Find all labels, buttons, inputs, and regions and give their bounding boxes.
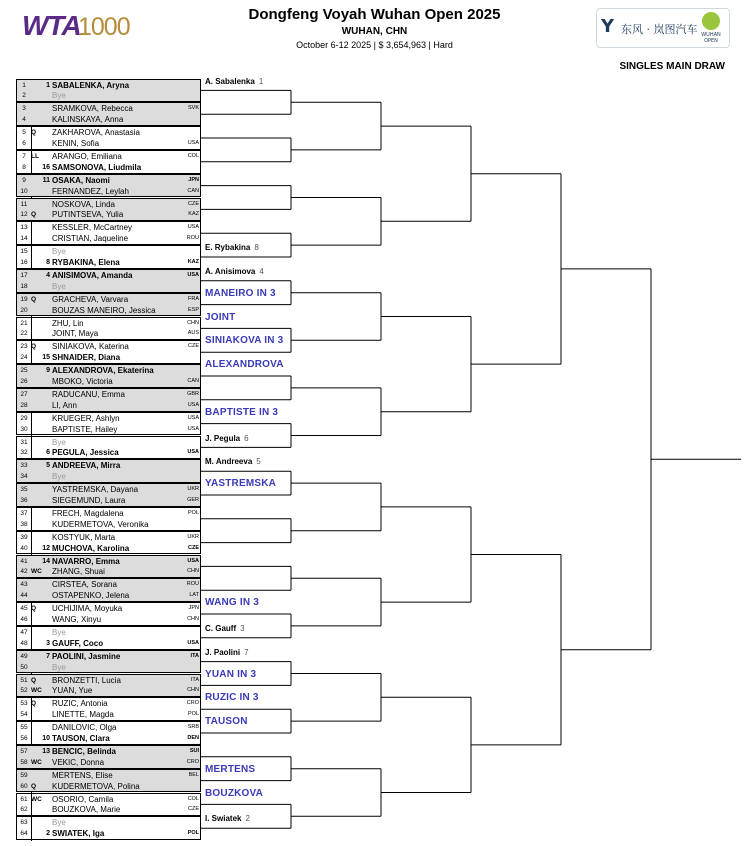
player-name: BENCIC, Belinda: [52, 746, 117, 756]
second-round-seed: 6: [244, 433, 249, 443]
player-name: Bye: [52, 662, 66, 672]
draw-number: 60: [20, 782, 28, 790]
draw-number: 43: [20, 581, 28, 589]
draw-number: 6: [22, 140, 26, 147]
entry-status: Q: [31, 295, 37, 303]
player-name: NAVARRO, Emma: [52, 556, 120, 566]
country-code: CAN: [187, 378, 199, 384]
country-code: CHN: [187, 687, 199, 694]
country-code: USA: [187, 639, 199, 646]
draw-number: 18: [20, 282, 28, 290]
country-code: ESP: [187, 306, 199, 313]
player-name: SRAMKOVA, Rebecca: [52, 104, 133, 114]
draw-number: 55: [20, 724, 28, 732]
draw-number: 9: [22, 176, 26, 184]
entry-status: Q: [31, 676, 37, 684]
player-name: LI, Ann: [52, 400, 77, 410]
player-name: KALINSKAYA, Anna: [52, 115, 124, 125]
sponsor-mark-icon: Y: [601, 16, 615, 37]
player-name: Bye: [52, 472, 66, 482]
second-round-name: BOUZKOVA: [205, 787, 264, 799]
player-name: CIRSTEA, Sorana: [52, 580, 117, 590]
draw-number: 51: [20, 676, 28, 684]
country-code: USA: [187, 425, 199, 432]
draw-number: 12: [20, 211, 28, 219]
player-name: RYBAKINA, Elena: [52, 258, 120, 267]
draw-number: 22: [20, 330, 28, 338]
second-round-seed: 7: [244, 647, 249, 657]
country-code: FRA: [188, 295, 199, 302]
second-round-name: C. Gauff: [205, 623, 237, 633]
country-code: COL: [187, 152, 199, 159]
draw-number: 64: [20, 830, 28, 838]
player-name: SABALENKA, Aryna: [52, 80, 130, 90]
country-code: USA: [187, 271, 199, 278]
player-name: Bye: [52, 627, 66, 637]
country-code: USA: [187, 140, 199, 146]
entry-status: Q: [31, 129, 37, 137]
country-code: SRB: [187, 724, 199, 731]
draw-number: 56: [20, 735, 28, 742]
country-code: USA: [187, 557, 199, 564]
country-code: USA: [187, 449, 199, 456]
second-round-name: M. Andreeva: [205, 457, 253, 467]
wta-logo-level: 1000: [78, 13, 130, 41]
second-round-name: YASTREMSKA: [205, 478, 277, 490]
entry-status: Q: [31, 605, 37, 613]
seed-number: 10: [42, 735, 50, 742]
second-round-name: A. Anisimova: [205, 266, 256, 276]
draw-number: 40: [20, 544, 28, 552]
wta-logo-text: WTA: [22, 10, 81, 41]
country-code: CZE: [188, 806, 199, 813]
player-name: KESSLER, McCartney: [52, 223, 133, 233]
draw-number: 54: [20, 711, 28, 719]
player-name: PEGULA, Jessica: [52, 448, 119, 458]
draw-number: 30: [20, 425, 28, 433]
draw-number: 1: [22, 81, 26, 89]
draw-number: 58: [20, 758, 28, 766]
player-name: JOINT, Maya: [52, 329, 99, 339]
player-name: PAOLINI, Jasmine: [52, 651, 121, 661]
second-round-name: J. Paolini: [205, 647, 241, 657]
draw-number: 53: [20, 700, 28, 708]
player-name: BRONZETTI, Lucia: [52, 675, 121, 685]
player-name: ZHU, Lin: [52, 318, 84, 328]
country-code: USA: [187, 414, 199, 421]
sponsor-subtitle: WUHAN OPEN: [701, 32, 721, 44]
second-round-name: YUAN IN 3: [205, 668, 257, 680]
second-round-name: RUZIC IN 3: [205, 692, 259, 704]
seed-number: 11: [42, 176, 50, 184]
country-code: AUS: [187, 330, 199, 337]
player-name: YASTREMSKA, Dayana: [52, 485, 139, 495]
draw-number: 24: [20, 354, 28, 362]
draw-number: 38: [20, 520, 28, 528]
seed-number: 7: [46, 652, 50, 660]
country-code: ITA: [190, 652, 199, 659]
country-code: GER: [187, 497, 199, 503]
sponsor-name: 东风 · 岚图汽车: [621, 23, 698, 36]
player-name: SHNAIDER, Diana: [52, 353, 121, 363]
draw-number: 33: [20, 462, 28, 470]
draw-number: 14: [20, 235, 28, 243]
player-name: ANISIMOVA, Amanda: [52, 270, 133, 280]
draw-number: 10: [20, 187, 28, 195]
draw-number: 42: [20, 568, 28, 576]
draw-number: 36: [20, 497, 28, 504]
player-name: FRECH, Magdalena: [52, 508, 124, 518]
player-name: ANDREEVA, Mirra: [52, 461, 121, 471]
player-name: GAUFF, Coco: [52, 638, 104, 648]
player-name: NOSKOVA, Linda: [52, 199, 115, 209]
seed-number: 16: [42, 163, 50, 171]
player-name: ZAKHAROVA, Anastasia: [52, 128, 140, 138]
player-name: WANG, Xinyu: [52, 615, 102, 624]
second-round-seed: 5: [256, 457, 261, 467]
entry-status: Q: [31, 700, 37, 708]
country-code: SVK: [187, 105, 199, 112]
player-name: KRUEGER, Ashlyn: [52, 413, 120, 423]
draw-number: 20: [20, 306, 28, 314]
player-name: PUTINTSEVA, Yulia: [52, 210, 124, 220]
draw-number: 52: [20, 687, 28, 695]
player-name: ARANGO, Emiliana: [52, 151, 122, 161]
second-round-seed: 4: [259, 266, 264, 276]
player-name: SINIAKOVA, Katerina: [52, 342, 129, 352]
seed-number: 5: [46, 462, 50, 470]
draw-number: 5: [22, 129, 26, 137]
second-round-name: A. Sabalenka: [205, 76, 255, 86]
draw-number: 15: [20, 248, 28, 256]
player-name: FERNANDEZ, Leylah: [52, 186, 129, 196]
player-name: SIEGEMUND, Laura: [52, 496, 126, 505]
draw-number: 57: [20, 747, 28, 755]
entry-status: Q: [31, 782, 37, 790]
player-name: KUDERMETOVA, Veronika: [52, 519, 149, 529]
second-round-name: I. Swiatek: [205, 814, 242, 824]
tournament-info: October 6-12 2025 | $ 3,654,963 | Hard: [296, 40, 453, 50]
second-round-name: MANEIRO IN 3: [205, 287, 276, 299]
draw-number: 4: [22, 116, 26, 124]
player-name: YUAN, Yue: [52, 686, 93, 696]
entry-status: WC: [31, 687, 42, 695]
player-name: MUCHOVA, Karolina: [52, 543, 130, 553]
country-code: ROU: [186, 235, 199, 242]
country-code: SUI: [189, 747, 199, 754]
seed-number: 8: [46, 259, 50, 266]
country-code: UKR: [187, 533, 199, 540]
draw-number: 26: [20, 378, 28, 385]
player-name: TAUSON, Clara: [52, 734, 110, 743]
player-name: DANILOVIC, Olga: [52, 723, 117, 733]
draw-number: 46: [20, 616, 28, 623]
country-code: CZE: [188, 544, 199, 551]
draw-number: 61: [20, 795, 28, 803]
country-code: KAZ: [187, 259, 199, 265]
second-round-seed: 1: [258, 76, 264, 86]
draw-number: 35: [20, 486, 28, 494]
player-name: KENIN, Sofia: [52, 139, 100, 148]
seed-number: 6: [46, 449, 50, 457]
draw-number: 50: [20, 663, 28, 671]
country-code: CHN: [187, 616, 199, 622]
draw-number: 21: [20, 319, 28, 327]
country-code: USA: [187, 224, 199, 231]
country-code: CZE: [188, 200, 199, 207]
seed-number: 14: [42, 557, 50, 565]
tournament-location: WUHAN, CHN: [341, 26, 408, 37]
player-name: BAPTISTE, Hailey: [52, 424, 118, 434]
draw-number: 28: [20, 401, 28, 409]
player-name: MBOKO, Victoria: [52, 377, 113, 386]
seed-number: 12: [42, 544, 50, 552]
tournament-title: Dongfeng Voyah Wuhan Open 2025: [248, 6, 501, 23]
country-code: ITA: [190, 676, 199, 683]
second-round-name: E. Rybakina: [205, 243, 251, 253]
draw-number: 13: [20, 224, 28, 232]
player-name: ZHANG, Shuai: [52, 567, 105, 577]
draw-number: 7: [22, 152, 26, 160]
second-round-seed: 3: [240, 623, 245, 633]
country-code: COL: [187, 795, 199, 802]
country-code: CAN: [187, 187, 199, 194]
second-round-name: MERTENS: [205, 763, 256, 775]
country-code: CRO: [186, 700, 199, 707]
draw-number: 16: [20, 259, 28, 266]
country-code: UKR: [187, 486, 199, 493]
seed-number: 13: [42, 747, 50, 755]
country-code: BEL: [188, 771, 199, 778]
draw-number: 34: [20, 473, 28, 481]
player-name: OSORIO, Camila: [52, 794, 114, 804]
second-round-seed: 8: [254, 243, 259, 253]
country-code: CRO: [186, 758, 199, 765]
player-name: LINETTE, Magda: [52, 710, 114, 720]
draw-number: 31: [20, 438, 28, 446]
second-round-name: TAUSON: [205, 716, 248, 728]
draw-number: 44: [20, 592, 28, 600]
country-code: DEN: [187, 735, 199, 741]
player-name: Bye: [52, 281, 66, 291]
draw-number: 19: [20, 295, 28, 303]
player-name: BOUZKOVA, Marie: [52, 805, 121, 815]
draw-number: 3: [22, 105, 26, 113]
player-name: CRISTIAN, Jaqueline: [52, 234, 129, 244]
player-name: GRACHEVA, Varvara: [52, 294, 129, 304]
entry-status: Q: [31, 211, 37, 219]
country-code: CHN: [187, 568, 199, 575]
entry-status: LL: [31, 152, 39, 160]
draw-number: 59: [20, 771, 28, 779]
country-code: JPN: [188, 605, 199, 612]
entry-status: Q: [31, 343, 37, 351]
second-round-name: BAPTISTE IN 3: [205, 406, 279, 418]
draw-number: 23: [20, 343, 28, 351]
country-code: GBR: [187, 390, 199, 397]
draw-number: 62: [20, 806, 28, 814]
second-round-name: J. Pegula: [205, 433, 241, 443]
draw-number: 32: [20, 449, 28, 457]
seed-number: 15: [42, 354, 50, 362]
draw-number: 37: [20, 509, 28, 517]
draw-number: 11: [20, 200, 28, 208]
player-name: OSAKA, Naomi: [52, 175, 110, 185]
country-code: POL: [187, 711, 199, 718]
second-round-seed: 2: [245, 814, 250, 824]
draw-type-label: SINGLES MAIN DRAW: [619, 61, 725, 72]
draw-number: 2: [22, 92, 26, 100]
second-round-name: SINIAKOVA IN 3: [205, 335, 284, 347]
player-name: Bye: [52, 91, 66, 101]
draw-number: 17: [20, 271, 28, 279]
player-name: MERTENS, Elise: [52, 770, 113, 780]
player-name: VEKIC, Donna: [52, 757, 105, 767]
player-name: KOSTYUK, Marta: [52, 532, 116, 542]
seed-number: 2: [46, 830, 50, 838]
draw-number: 45: [20, 605, 28, 613]
country-code: CHN: [187, 319, 199, 326]
seed-number: 1: [46, 81, 50, 89]
player-name: Bye: [52, 247, 66, 257]
player-name: SWIATEK, Iga: [52, 829, 105, 839]
draw-number: 63: [20, 819, 28, 827]
draw-number: 25: [20, 367, 28, 375]
player-name: RADUCANU, Emma: [52, 389, 125, 399]
draw-number: 49: [20, 652, 28, 660]
player-name: KUDERMETOVA, Polina: [52, 781, 140, 791]
entry-status: WC: [31, 758, 42, 766]
player-name: RUZIC, Antonia: [52, 699, 108, 709]
seed-number: 9: [46, 367, 50, 375]
draw-number: 41: [20, 557, 28, 565]
country-code: POL: [187, 830, 199, 837]
player-name: OSTAPENKO, Jelena: [52, 591, 130, 601]
country-code: ROU: [186, 581, 199, 588]
player-name: BOUZAS MANEIRO, Jessica: [52, 305, 156, 315]
country-code: JPN: [188, 176, 199, 183]
country-code: LAT: [189, 592, 199, 599]
player-name: Bye: [52, 818, 66, 828]
entry-status: WC: [31, 568, 42, 576]
second-round-name: WANG IN 3: [205, 597, 260, 609]
player-name: Bye: [52, 437, 66, 447]
draw-number: 8: [22, 163, 26, 171]
draw-number: 29: [20, 414, 28, 422]
seed-number: 4: [46, 271, 50, 279]
player-name: ALEXANDROVA, Ekaterina: [52, 366, 154, 376]
second-round-name: ALEXANDROVA: [205, 359, 284, 371]
country-code: USA: [187, 401, 199, 408]
entry-status: WC: [31, 795, 42, 803]
draw-number: 47: [20, 628, 28, 636]
country-code: KAZ: [188, 211, 199, 218]
player-name: SAMSONOVA, Liudmila: [52, 162, 142, 172]
draw-number: 39: [20, 533, 28, 541]
player-name: UCHIJIMA, Moyuka: [52, 604, 123, 614]
draw-number: 27: [20, 390, 28, 398]
second-round-name: JOINT: [205, 311, 236, 323]
country-code: POL: [187, 509, 199, 516]
draw-number: 48: [20, 639, 28, 647]
seed-number: 3: [46, 639, 50, 647]
country-code: CZE: [188, 343, 199, 350]
